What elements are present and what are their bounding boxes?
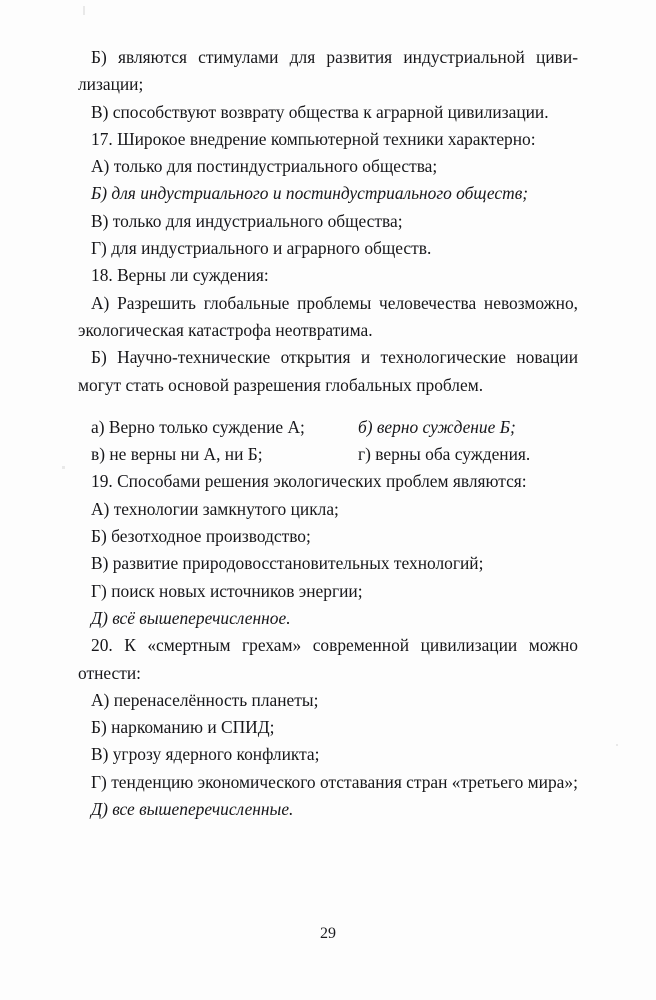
q17-opt-a: А) только для постиндустриального общества; <box>91 156 438 177</box>
q18-answer-option: г) верны оба суждения. <box>358 444 531 465</box>
q18-answer-options-grid <box>78 414 578 469</box>
q20-opt-a: А) перенаселённость планеты; <box>91 689 319 710</box>
q17-opt-v: В) только для индустриального общества; <box>91 210 403 231</box>
q19-opt-v: В) развитие природовосстановительных технологий; <box>91 553 484 574</box>
q19-opt-b: Б) безотходное производство; <box>91 526 311 547</box>
q16-opt-v: В) способствуют возврату общества к аграрной цивилизации. <box>91 101 549 122</box>
q20-opt-g: Г) тенденцию экономического отставания стран «третьего мира»; <box>91 771 578 792</box>
q16-opt-b: Б) являются стимулами для развития индустриальной цивилизации; <box>78 47 578 95</box>
q17-opt-g: Г) для индустриального и аграрного обществ. <box>91 238 432 259</box>
q20-opt-b: Б) наркоманию и СПИД; <box>91 717 275 738</box>
q20-stem: 20. К «смертным грехам» современной цивилизации можно отнести: <box>78 635 578 683</box>
q19-stem: 19. Способами решения экологических проблем являются: <box>91 471 527 492</box>
q18-answer-row <box>78 441 578 468</box>
q18-statement-a: А) Разрешить глобальные проблемы человечества невозможно, экологическая катастрофа неотвратима. <box>78 292 578 340</box>
q18-stem: 18. Верны ли суждения: <box>91 265 269 286</box>
q17-stem: 17. Широкое внедрение компьютерной техники характерно: <box>91 128 536 149</box>
q18-answer-row <box>78 414 578 441</box>
q19-opt-g: Г) поиск новых источников энергии; <box>91 580 363 601</box>
scan-speckle <box>83 6 85 15</box>
scan-speckle <box>62 466 65 469</box>
text-block-upper <box>78 44 578 399</box>
q19-opt-d: Д) всё вышеперечисленное. <box>91 607 291 628</box>
q19-opt-a: А) технологии замкнутого цикла; <box>91 498 339 519</box>
q17-opt-b: Б) для индустриального и постиндустриального обществ; <box>91 183 529 204</box>
q20-opt-v: В) угрозу ядерного конфликта; <box>91 744 320 765</box>
q18-answer-option: а) Верно только суждение А; <box>91 416 305 437</box>
page-number: 29 <box>320 925 336 942</box>
q18-statement-b: Б) Научно-технические открытия и технологические новации могут стать основой разрешения глобальных проблем. <box>78 347 578 395</box>
text-block-lower <box>78 468 578 823</box>
page-text-column <box>78 44 578 823</box>
q18-answer-option: в) не верны ни А, ни Б; <box>91 444 263 465</box>
scan-speckle <box>616 744 618 746</box>
q20-opt-d: Д) все вышеперечисленные. <box>91 799 294 820</box>
q18-answer-option: б) верно суждение Б; <box>358 416 516 437</box>
